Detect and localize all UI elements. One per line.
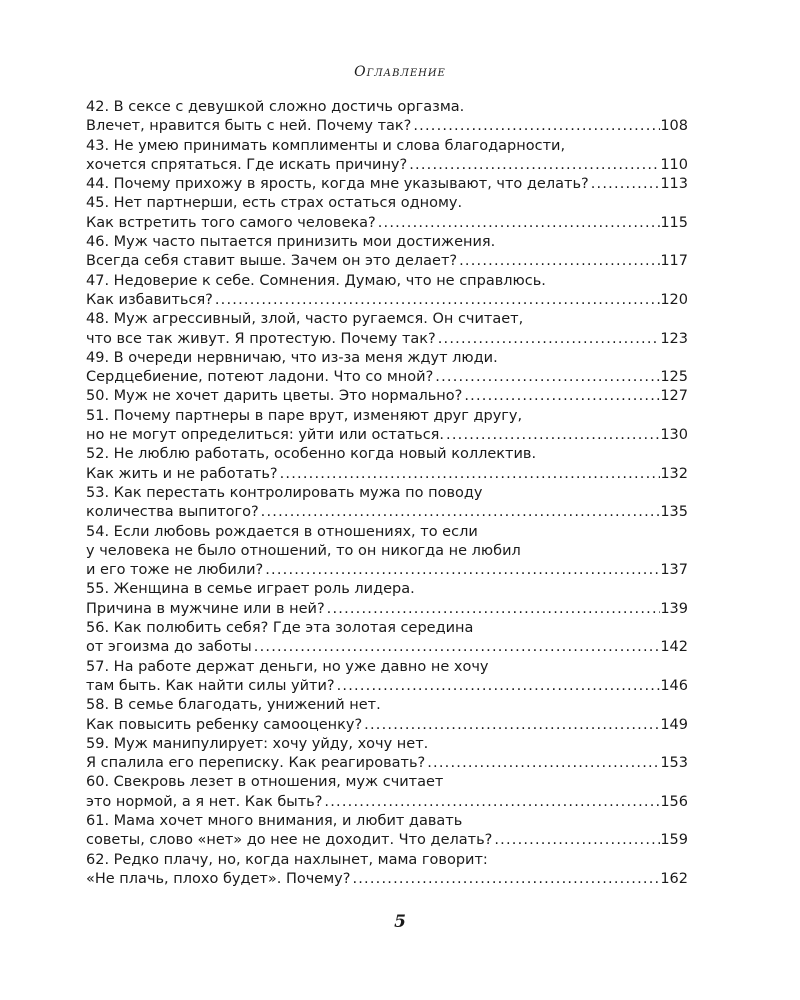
dot-leader xyxy=(444,426,660,445)
toc-entry-text: «Не плачь, плохо будет». Почему? xyxy=(86,870,351,887)
toc-entry-text: 42. В сексе с девушкой сложно достичь оргазма. xyxy=(86,99,465,115)
dot-leader xyxy=(325,600,661,619)
dot-leader xyxy=(492,831,660,850)
toc-line xyxy=(86,831,688,850)
toc-entry-text: Я спалила его переписку. Как реагировать? xyxy=(86,755,426,772)
toc-entry-text: хочется спрятаться. Где искать причину? xyxy=(86,156,408,173)
toc-line xyxy=(86,291,688,310)
toc-entry xyxy=(86,98,688,137)
toc-page-number: 153 xyxy=(660,755,688,772)
toc-entry-text: там быть. Как найти силы уйти? xyxy=(86,677,335,694)
toc-page-number: 115 xyxy=(660,214,688,231)
toc-entry xyxy=(86,851,688,890)
toc-entry xyxy=(86,696,688,735)
dot-leader xyxy=(436,330,661,349)
toc-entry xyxy=(86,735,688,774)
toc-entry-text: 43. Не умею принимать комплименты и слова благодарности, xyxy=(86,137,566,154)
toc-entry-text: 60. Свекровь лезет в отношения, муж считает xyxy=(86,774,444,791)
toc-entry xyxy=(86,445,688,484)
toc-entry-text: но не могут определиться: уйти или остаться. xyxy=(86,427,445,444)
toc-line xyxy=(86,252,688,271)
toc-page-number: 127 xyxy=(660,388,688,405)
toc-entry-text: 47. Недоверие к себе. Сомнения. Думаю, что не справлюсь. xyxy=(86,272,546,289)
toc-line xyxy=(86,638,688,657)
toc-entry-text: 55. Женщина в семье играет роль лидера. xyxy=(86,581,415,598)
toc-page-number: 146 xyxy=(660,677,688,694)
toc-page-number: 156 xyxy=(660,793,688,810)
toc-line xyxy=(86,484,688,503)
dot-leader xyxy=(433,368,660,387)
toc-entry xyxy=(86,349,688,388)
toc-line xyxy=(86,426,688,445)
dot-leader xyxy=(462,387,660,406)
toc-entry xyxy=(86,407,688,446)
toc-page-number: 113 xyxy=(660,176,688,193)
toc-entry xyxy=(86,310,688,349)
toc-line xyxy=(86,677,688,696)
toc-entry xyxy=(86,484,688,523)
toc-entry-text: 62. Редко плачу, но, когда нахлынет, мама говорит: xyxy=(86,851,488,868)
toc-line xyxy=(86,580,688,599)
toc-line xyxy=(86,465,688,484)
toc-entry-text: 52. Не люблю работать, особенно когда новый коллектив. xyxy=(86,446,537,463)
toc-entry xyxy=(86,523,688,581)
toc-line xyxy=(86,349,688,368)
toc-line xyxy=(86,310,688,329)
toc-entry-text: 44. Почему прихожу в ярость, когда мне указывают, что делать? xyxy=(86,176,589,193)
toc-entry xyxy=(86,580,688,619)
toc-entry-text: у человека не было отношений, то он никогда не любил xyxy=(86,542,521,559)
toc-entry-text: что все так живут. Я протестую. Почему так? xyxy=(86,330,436,347)
toc-line xyxy=(86,445,688,464)
page-header: Оглавление xyxy=(354,64,446,80)
toc-line xyxy=(86,870,688,889)
toc-entry-text: 46. Муж часто пытается принизить мои достижения. xyxy=(86,234,496,251)
toc-page-number: 137 xyxy=(660,562,688,579)
toc-entry-text: Причина в мужчине или в ней? xyxy=(86,600,325,617)
toc-entry xyxy=(86,233,688,272)
toc-entry xyxy=(86,387,688,406)
toc-entry xyxy=(86,272,688,311)
toc-page-number: 132 xyxy=(660,465,688,482)
toc-entry-text: 61. Мама хочет много внимания, и любит давать xyxy=(86,812,463,829)
toc-page-number: 110 xyxy=(660,156,688,173)
toc-entry xyxy=(86,137,688,176)
toc-line xyxy=(86,194,688,213)
toc-page-number: 149 xyxy=(660,716,688,733)
toc-line xyxy=(86,600,688,619)
toc-page-number: 125 xyxy=(660,369,688,386)
toc-page-number: 142 xyxy=(660,639,688,656)
toc-entry-text: Как избавиться? xyxy=(86,291,213,308)
toc-line xyxy=(86,812,688,831)
toc-entry-text: Всегда себя ставит выше. Зачем он это делает? xyxy=(86,253,458,270)
toc-entry-text: 49. В очереди нервничаю, что из-за меня ждут люди. xyxy=(86,349,498,366)
toc-line xyxy=(86,156,688,175)
toc-line xyxy=(86,503,688,522)
toc-entry-text: 45. Нет партнерши, есть страх остаться одному. xyxy=(86,195,463,212)
toc-line xyxy=(86,735,688,754)
toc-entry-text: это нормой, а я нет. Как быть? xyxy=(86,793,323,810)
toc-line xyxy=(86,561,688,580)
toc-entry-text: 58. В семье благодать, унижений нет. xyxy=(86,697,381,714)
toc-line xyxy=(86,696,688,715)
toc-page-number: 139 xyxy=(660,600,688,617)
toc-line xyxy=(86,542,688,561)
toc-line xyxy=(86,773,688,792)
dot-leader xyxy=(362,716,660,735)
toc-line xyxy=(86,137,688,156)
dot-leader xyxy=(335,677,661,696)
toc-entry xyxy=(86,175,688,194)
toc-entry-text: 59. Муж манипулирует: хочу уйду, хочу нет. xyxy=(86,735,429,752)
toc-page-number: 120 xyxy=(660,291,688,308)
toc-page-number: 123 xyxy=(660,330,688,347)
toc-line xyxy=(86,523,688,542)
toc-entry-text: Как встретить того самого человека? xyxy=(86,214,376,231)
dot-leader xyxy=(263,561,660,580)
dot-leader xyxy=(322,793,660,812)
dot-leader xyxy=(259,503,661,522)
toc-entry-text: Как повысить ребенку самооценку? xyxy=(86,716,363,733)
toc-page-number: 108 xyxy=(660,118,688,135)
toc-line xyxy=(86,658,688,677)
toc-page-number: 159 xyxy=(660,832,688,849)
toc-line xyxy=(86,851,688,870)
toc-entry-text: 53. Как перестать контролировать мужа по поводу xyxy=(86,484,483,501)
toc-entry-text: 51. Почему партнеры в паре врут, изменяют друг другу, xyxy=(86,407,523,424)
toc-entry xyxy=(86,619,688,658)
dot-leader xyxy=(411,117,660,136)
toc-entry-text: 57. На работе держат деньги, но уже давно не хочу xyxy=(86,658,489,675)
dot-leader xyxy=(278,465,661,484)
dot-leader xyxy=(407,156,660,175)
toc-entry xyxy=(86,773,688,812)
toc-entry-text: 56. Как полюбить себя? Где эта золотая середина xyxy=(86,620,474,637)
toc-entry-text: Как жить и не работать? xyxy=(86,465,278,482)
toc-entry-text: количества выпитого? xyxy=(86,504,259,521)
toc-line xyxy=(86,387,688,406)
toc-entry-text: Влечет, нравится быть с ней. Почему так? xyxy=(86,118,412,135)
dot-leader xyxy=(589,175,661,194)
toc-entry-text: 48. Муж агрессивный, злой, часто ругаемся. Он считает, xyxy=(86,311,524,328)
toc-page-number: 130 xyxy=(660,427,688,444)
toc-entry-text: от эгоизма до заботы xyxy=(86,639,252,656)
toc-line xyxy=(86,214,688,233)
toc-page-number: 117 xyxy=(660,253,688,270)
toc-line xyxy=(86,407,688,426)
toc-line xyxy=(86,117,688,136)
toc-entry-text: 54. Если любовь рождается в отношениях, то если xyxy=(86,523,478,540)
toc-line xyxy=(86,754,688,773)
dot-leader xyxy=(350,870,660,889)
table-of-contents xyxy=(86,98,688,889)
toc-line xyxy=(86,233,688,252)
dot-leader xyxy=(213,291,660,310)
toc-line xyxy=(86,272,688,291)
toc-entry-text: советы, слово «нет» до нее не доходит. Что делать? xyxy=(86,832,493,849)
toc-line xyxy=(86,716,688,735)
toc-entry-text: 50. Муж не хочет дарить цветы. Это нормально? xyxy=(86,388,463,405)
dot-leader xyxy=(457,252,660,271)
dot-leader xyxy=(376,214,661,233)
toc-line xyxy=(86,175,688,194)
toc-entry-text: и его тоже не любили? xyxy=(86,562,264,579)
toc-line xyxy=(86,793,688,812)
toc-line xyxy=(86,330,688,349)
toc-entry xyxy=(86,194,688,233)
toc-line xyxy=(86,619,688,638)
page-number: 5 xyxy=(394,912,406,932)
toc-entry xyxy=(86,812,688,851)
toc-entry xyxy=(86,658,688,697)
dot-leader xyxy=(252,638,661,657)
toc-entry-text: Сердцебиение, потеют ладони. Что со мной? xyxy=(86,369,434,386)
toc-page-number: 162 xyxy=(660,870,688,887)
dot-leader xyxy=(425,754,660,773)
toc-line xyxy=(86,98,688,117)
toc-line xyxy=(86,368,688,387)
toc-page-number: 135 xyxy=(660,504,688,521)
